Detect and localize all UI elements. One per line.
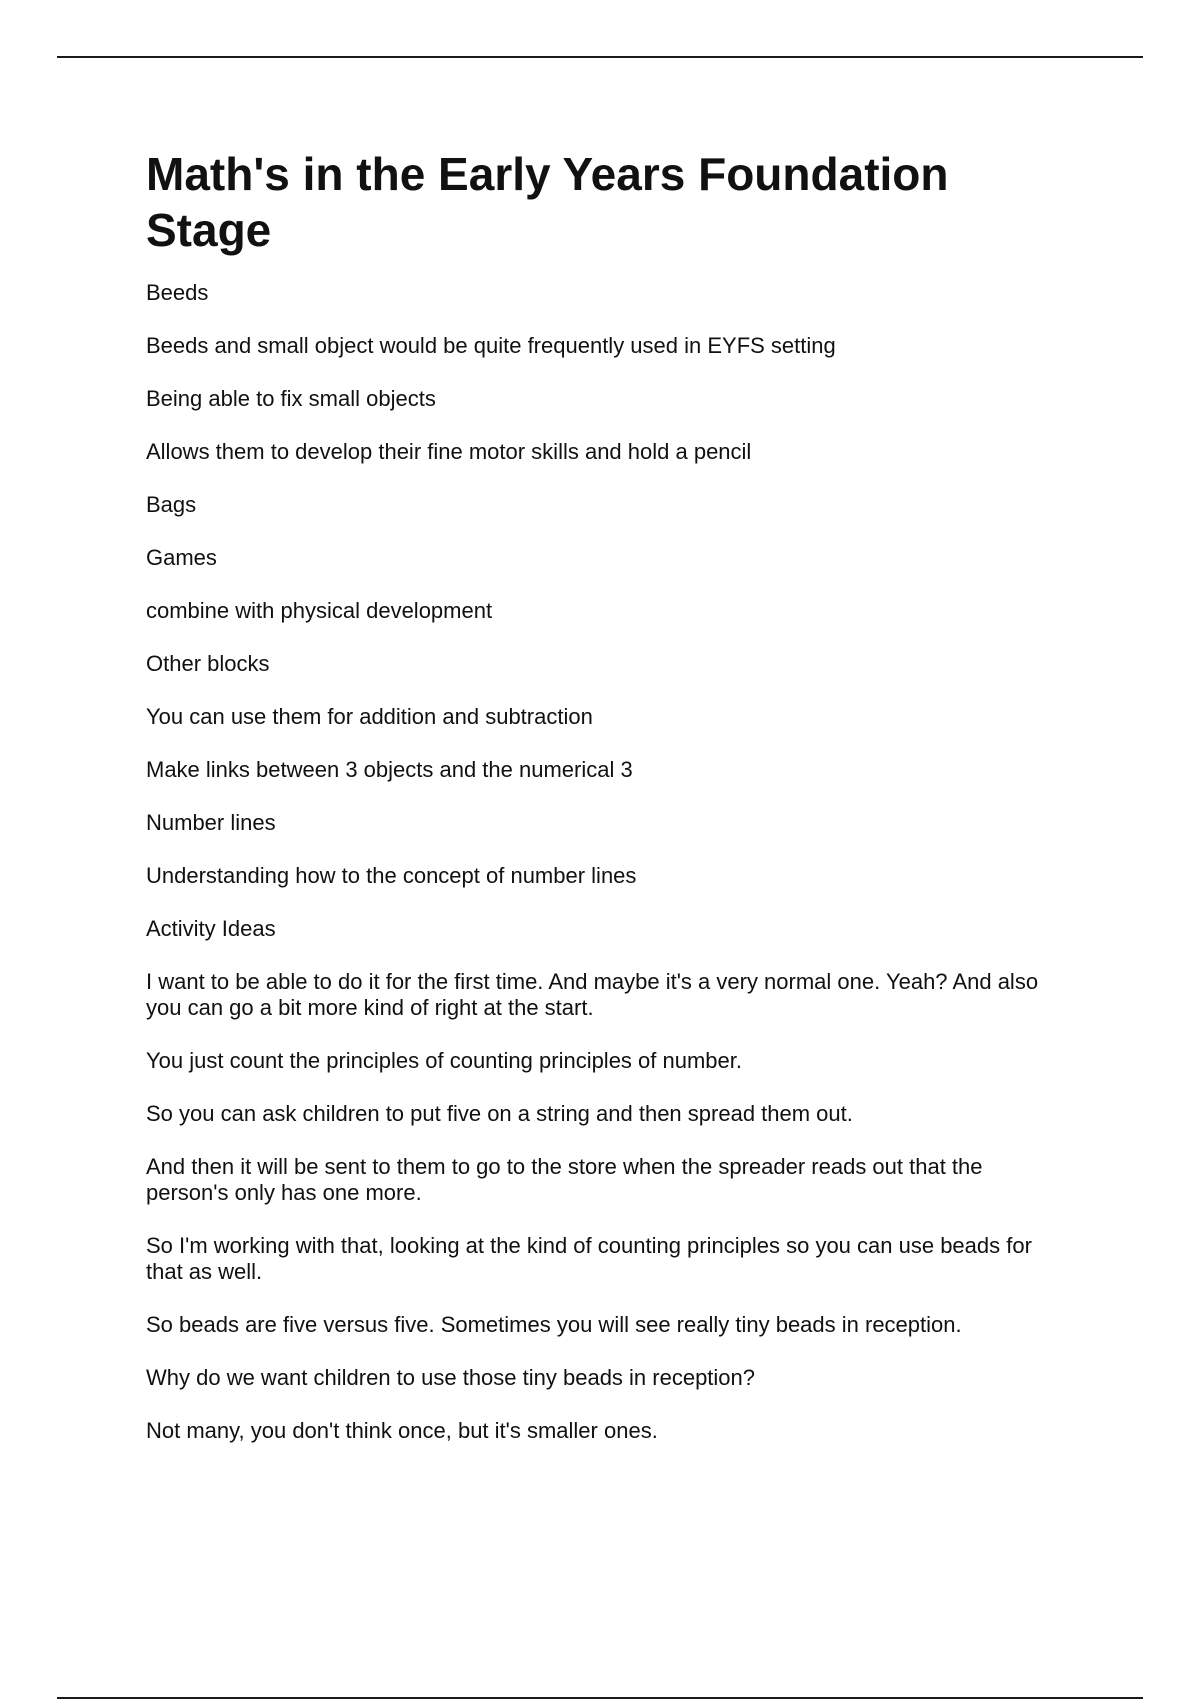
paragraph: I want to be able to do it for the first time. And maybe it's a very normal one. Yeah? And also you can go a bit more kind of right at the start. bbox=[146, 969, 1039, 1020]
paragraph: So beads are five versus five. Sometimes you will see really tiny beads in reception. bbox=[146, 1312, 962, 1337]
paragraph: Understanding how to the concept of number lines bbox=[146, 863, 637, 888]
paragraph: Bags bbox=[146, 492, 197, 517]
paragraph: Make links between 3 objects and the numerical 3 bbox=[146, 757, 633, 782]
paragraph: Number lines bbox=[146, 810, 276, 835]
paragraph: You can use them for addition and subtraction bbox=[146, 704, 593, 729]
paragraph: And then it will be sent to them to go to the store when the spreader reads out that the person's only has one more. bbox=[146, 1154, 983, 1205]
paragraph: Being able to fix small objects bbox=[146, 386, 436, 411]
paragraph: Not many, you don't think once, but it's smaller ones. bbox=[146, 1418, 658, 1443]
paragraph: Games bbox=[146, 545, 217, 570]
paragraph: You just count the principles of counting principles of number. bbox=[146, 1048, 742, 1073]
paragraph: Why do we want children to use those tiny beads in reception? bbox=[146, 1365, 756, 1390]
bottom-rule bbox=[57, 1697, 1143, 1699]
paragraph: So I'm working with that, looking at the kind of counting principles so you can use beads for that as well. bbox=[146, 1233, 1032, 1284]
paragraph: Beeds bbox=[146, 280, 209, 305]
document-title: Math's in the Early Years Foundation Stage bbox=[146, 148, 949, 256]
paragraph: Allows them to develop their fine motor skills and hold a pencil bbox=[146, 439, 752, 464]
top-rule bbox=[57, 56, 1143, 58]
paragraph: Beeds and small object would be quite frequently used in EYFS setting bbox=[146, 333, 836, 358]
paragraph: Other blocks bbox=[146, 651, 270, 676]
paragraph: combine with physical development bbox=[146, 598, 493, 623]
paragraph: So you can ask children to put five on a string and then spread them out. bbox=[146, 1101, 853, 1126]
document-body bbox=[146, 146, 1066, 1471]
paragraph: Activity Ideas bbox=[146, 916, 276, 941]
